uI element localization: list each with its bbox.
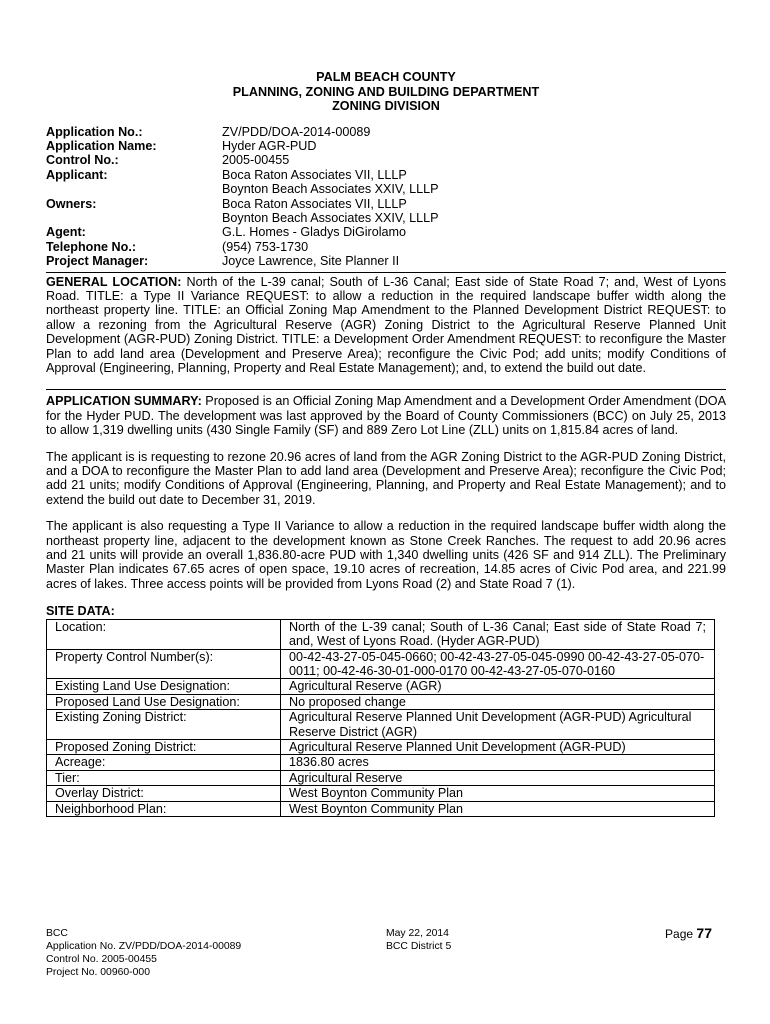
header-department: PLANNING, ZONING AND BUILDING DEPARTMENT bbox=[232, 84, 540, 99]
site-label-location: Location: bbox=[47, 619, 281, 649]
summary-paragraph-rezone: The applicant is is requesting to rezone 20.96 acres of land from the AGR Zoning District to the AGR-PUD Zoning District, and a DOA to reconfigure the Master Plan to add land area (Development and Preserve Area); reconfigure the Civic Pod; add 21 units; modify Conditions of Approval (Engineering, Planning, and Property and Real Estate Management); and to extend the build out date to December 31, 2019. bbox=[46, 449, 726, 507]
info-value: Hyder AGR-PUD bbox=[222, 138, 317, 153]
info-value: Boca Raton Associates VII, LLLP bbox=[222, 167, 407, 182]
info-label bbox=[46, 182, 222, 196]
footer-control-no: Control No. 2005-00455 bbox=[46, 954, 157, 965]
site-value-neighborhood: West Boynton Community Plan bbox=[281, 801, 715, 816]
site-label-existing-zoning: Existing Zoning District: bbox=[47, 710, 281, 740]
application-summary-text: Proposed is an Official Zoning Map Amendment and a Development Order Amendment (DOA for the Hyder PUD. The development was last approved by the Board of County Commissioners (BCC) on July 25, 2013 to allow 1,319 dwelling units (430 Single Family (SF) and 889 Zero Lot Line (ZLL) units on 1,815.84 acres of land. bbox=[46, 394, 726, 438]
footer-middle bbox=[386, 927, 451, 953]
footer-left bbox=[46, 927, 241, 979]
site-label-pcn: Property Control Number(s): bbox=[47, 649, 281, 679]
page-number-value: 77 bbox=[696, 925, 712, 941]
info-value: ZV/PDD/DOA-2014-00089 bbox=[222, 124, 371, 139]
application-info bbox=[46, 125, 726, 269]
table-row bbox=[47, 770, 715, 785]
table-row bbox=[47, 710, 715, 740]
footer-bcc: BCC bbox=[46, 928, 68, 939]
application-summary bbox=[46, 394, 726, 437]
table-row bbox=[47, 801, 715, 816]
info-value: (954) 753-1730 bbox=[222, 239, 309, 254]
site-label-existing-land-use: Existing Land Use Designation: bbox=[47, 679, 281, 694]
table-row bbox=[47, 755, 715, 770]
header-division: ZONING DIVISION bbox=[332, 99, 440, 113]
info-label: Telephone No.: bbox=[46, 239, 137, 254]
footer-district: BCC District 5 bbox=[386, 941, 452, 952]
info-value: Boca Raton Associates VII, LLLP bbox=[222, 196, 407, 211]
table-row bbox=[47, 786, 715, 801]
general-location bbox=[46, 275, 726, 376]
info-label: Owners: bbox=[46, 196, 97, 211]
site-label-neighborhood: Neighborhood Plan: bbox=[47, 801, 281, 816]
site-value-existing-zoning: Agricultural Reserve Planned Unit Development (AGR-PUD) Agricultural Reserve District (AGR) bbox=[281, 710, 715, 740]
table-row bbox=[47, 619, 715, 649]
info-label: Application No.: bbox=[46, 124, 143, 139]
site-value-location: North of the L-39 canal; South of L-36 Canal; East side of State Road 7; and, West of Lyons Road. (Hyder AGR-PUD) bbox=[281, 619, 715, 649]
site-value-existing-land-use: Agricultural Reserve (AGR) bbox=[281, 679, 715, 694]
info-label: Project Manager: bbox=[46, 254, 149, 269]
site-value-tier: Agricultural Reserve bbox=[281, 770, 715, 785]
table-row bbox=[47, 739, 715, 754]
info-value: G.L. Homes - Gladys DiGirolamo bbox=[222, 225, 407, 240]
info-value: Boynton Beach Associates XXIV, LLLP bbox=[222, 182, 439, 197]
section-divider bbox=[46, 389, 726, 390]
info-value: Joyce Lawrence, Site Planner II bbox=[222, 254, 400, 269]
site-data-table bbox=[46, 619, 715, 817]
general-location-text: North of the L-39 canal; South of L-36 Canal; East side of State Road 7; and, West of Lyons Road. TITLE: a Type II Variance REQUEST: to allow a reduction in the required landscape buffer width along the northeast property line. TITLE: an Official Zoning Map Amendment to the Planned Development District REQUEST: to allow a rezoning from the Agricultural Reserve (AGR) Zoning District to the Agricultural Reserve Planned Unit Development (AGR-PUD) Zoning District. TITLE: a Development Order Amendment REQUEST: to reconfigure the Master Plan to add land area (Development and Preserve Area); reconfigure the Civic Pod; add units; modify Conditions of Approval (Engineering, Planning, Property and Real Estate Management); and, to extend the build out date. bbox=[46, 274, 726, 375]
info-label: Agent: bbox=[46, 225, 86, 240]
site-value-proposed-zoning: Agricultural Reserve Planned Unit Development (AGR-PUD) bbox=[281, 739, 715, 754]
info-value: 2005-00455 bbox=[222, 153, 290, 168]
footer-application-no: Application No. ZV/PDD/DOA-2014-00089 bbox=[46, 941, 242, 952]
document-page bbox=[46, 70, 726, 817]
table-row bbox=[47, 679, 715, 694]
application-summary-heading: APPLICATION SUMMARY: bbox=[46, 394, 202, 409]
table-row bbox=[47, 694, 715, 709]
footer-project-no: Project No. 00960-000 bbox=[46, 967, 150, 978]
info-value: Boynton Beach Associates XXIV, LLLP bbox=[222, 210, 439, 225]
header-county: PALM BEACH COUNTY bbox=[316, 70, 456, 84]
site-value-overlay: West Boynton Community Plan bbox=[281, 786, 715, 801]
footer-date: May 22, 2014 bbox=[386, 928, 449, 939]
site-value-acreage: 1836.80 acres bbox=[281, 755, 715, 770]
info-label: Application Name: bbox=[46, 138, 157, 153]
table-row bbox=[47, 649, 715, 679]
info-label: Control No.: bbox=[46, 153, 119, 168]
site-label-overlay: Overlay District: bbox=[47, 786, 281, 801]
site-label-acreage: Acreage: bbox=[47, 755, 281, 770]
site-label-tier: Tier: bbox=[47, 770, 281, 785]
site-value-pcn: 00-42-43-27-05-045-0660; 00-42-43-27-05-045-0990 00-42-43-27-05-070-0011; 00-42-46-30-01-000-0170 00-42-43-27-05-070-0160 bbox=[281, 649, 715, 679]
site-value-proposed-land-use: No proposed change bbox=[281, 694, 715, 709]
site-label-proposed-land-use: Proposed Land Use Designation: bbox=[47, 694, 281, 709]
site-data-title: SITE DATA: bbox=[46, 604, 115, 619]
page-number bbox=[665, 927, 712, 941]
site-label-proposed-zoning: Proposed Zoning District: bbox=[47, 739, 281, 754]
summary-paragraph-variance: The applicant is also requesting a Type II Variance to allow a reduction in the required landscape buffer width along the northeast property line, adjacent to the development known as Stone Creek Ranches. The request to add 20.96 acres and 21 units will provide an overall 1,836.80-acre PUD with 1,340 dwelling units (426 SF and 914 ZLL). The Preliminary Master Plan indicates 67.65 acres of open space, 19.10 acres of recreation, 14.85 acres of Civic Pod area, and 221.99 acres of lakes. Three access points will be provided from Lyons Road (2) and State Road 7 (1). bbox=[46, 519, 726, 591]
department-header bbox=[46, 70, 726, 114]
info-label: Applicant: bbox=[46, 167, 108, 182]
info-label bbox=[46, 211, 222, 225]
page-label: Page bbox=[665, 927, 694, 941]
section-divider bbox=[46, 272, 726, 273]
general-location-heading: GENERAL LOCATION: bbox=[46, 274, 182, 289]
